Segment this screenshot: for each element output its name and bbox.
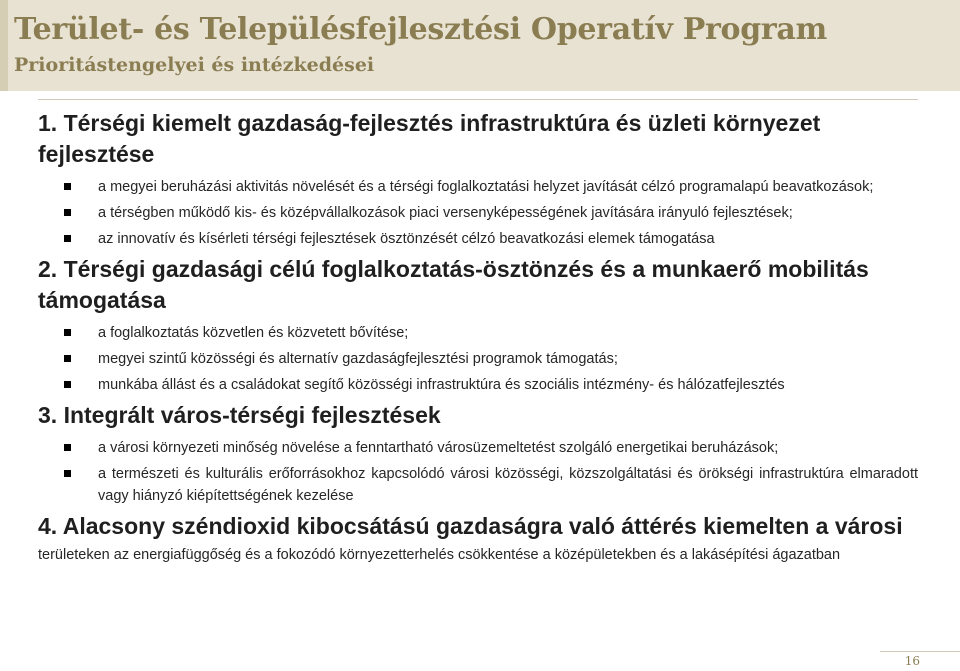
page-number: 16 [904,654,920,668]
section-3 [38,400,918,507]
slide-content [38,108,918,569]
list-item-text: munkába állást és a családokat segítő közösségi infrastruktúra és szociális intézmény- és hálózatfejlesztés [98,377,785,393]
bullet-list [38,437,918,507]
bullet-list [38,322,918,396]
section-2 [38,254,918,396]
square-bullet-icon [64,183,71,190]
square-bullet-icon [64,235,71,242]
section-4 [38,511,918,566]
list-item-text: a városi környezeti minőség növelése a fenntartható városüzemeltetést szolgáló energetikai beruházások; [98,440,779,456]
slide-title: Terület- és Településfejlesztési Operatív Program [14,12,827,47]
list-item-text: a térségben működő kis- és középvállalkozások piaci versenyképességének javítására irányuló fejlesztések; [98,205,793,221]
list-item [38,463,918,507]
list-item [38,437,918,459]
list-item [38,228,918,250]
list-item [38,176,918,198]
list-item-text: a természeti és kulturális erőforrásokhoz kapcsolódó városi közösségi, közszolgáltatási és örökségi infrastruktúra elmaradott vagy hiányzó kiépítettségének kezelése [98,466,918,504]
section-title: 2. Térségi gazdasági célú foglalkoztatás-ösztönzés és a munkaerő mobilitás támogatása [38,256,869,313]
square-bullet-icon [64,470,71,477]
list-item [38,348,918,370]
list-item-text: a foglalkoztatás közvetlen és közvetett bővítése; [98,325,409,341]
section-1 [38,108,918,250]
square-bullet-icon [64,444,71,451]
slide-subtitle: Prioritástengelyei és intézkedései [14,54,375,76]
header-accent-bar [0,0,8,91]
square-bullet-icon [64,329,71,336]
section-title: 4. Alacsony széndioxid kibocsátású gazdaságra való áttérés kiemelten a városi [38,513,903,539]
list-item-text: az innovatív és kísérleti térségi fejlesztések ösztönzését célzó beavatkozási elemek támogatása [98,231,715,247]
slide-header [0,0,960,91]
list-item-text: megyei szintű közösségi és alternatív gazdaságfejlesztési programok támogatás; [98,351,618,367]
bullet-list [38,176,918,250]
footer-divider [880,651,960,652]
list-item [38,374,918,396]
list-item [38,202,918,224]
square-bullet-icon [64,355,71,362]
square-bullet-icon [64,381,71,388]
section-title: 3. Integrált város-térségi fejlesztések [38,402,441,428]
section-title: 1. Térségi kiemelt gazdaság-fejlesztés infrastruktúra és üzleti környezet fejlesztése [38,110,821,167]
header-divider [38,99,918,100]
section-body-text: területeken az energiafüggőség és a fokozódó környezetterhelés csökkentése a középületekben és a lakásépítési ágazatban [38,547,841,563]
list-item [38,322,918,344]
list-item-text: a megyei beruházási aktivitás növelését és a térségi foglalkoztatási helyzet javítását célzó programalapú beavatkozások; [98,179,874,195]
square-bullet-icon [64,209,71,216]
